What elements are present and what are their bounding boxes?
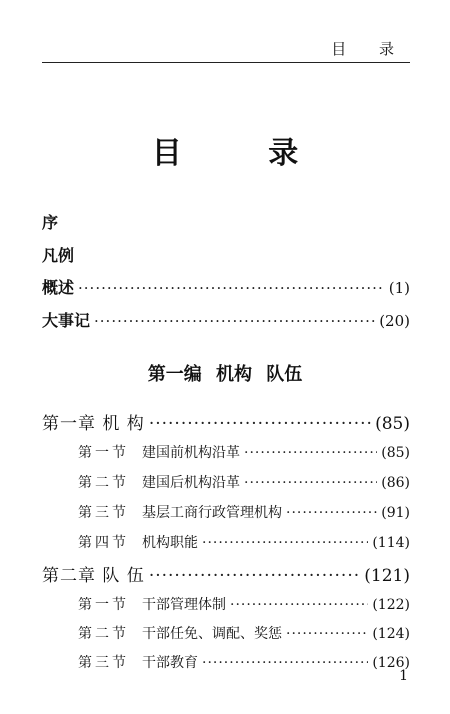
toc-page-number: (121)	[364, 566, 410, 586]
section-title: 基层工商行政管理机构	[142, 505, 282, 521]
section-title: 干部教育	[142, 655, 198, 671]
section-number: 第三节	[78, 655, 129, 671]
toc-section[interactable]	[78, 442, 410, 462]
toc-page-number: (86)	[381, 475, 410, 491]
toc-section[interactable]	[78, 594, 410, 614]
page-number: 1	[399, 668, 408, 684]
dot-leader	[78, 279, 385, 297]
toc-chapter-1[interactable]	[42, 409, 410, 434]
section-title: 建国后机构沿革	[142, 475, 240, 491]
part-heading: 第一编 机构 队伍	[147, 364, 303, 385]
running-head: 目 录	[331, 40, 408, 58]
toc-page-number: (122)	[372, 597, 410, 613]
toc-entry-overview[interactable]	[42, 275, 410, 298]
header-rule	[42, 62, 410, 63]
toc-page-number: (124)	[372, 626, 410, 642]
chapter-label: 第一章 机 构	[42, 414, 145, 434]
toc-entry-label: 序	[42, 213, 59, 232]
section-number: 第四节	[78, 535, 129, 551]
toc-entry-label: 大事记	[42, 311, 91, 330]
section-title: 机构职能	[142, 535, 198, 551]
section-number: 第三节	[78, 505, 129, 521]
dot-leader	[149, 414, 371, 434]
dot-leader	[286, 626, 368, 642]
toc-chapter-2[interactable]	[42, 561, 410, 586]
toc-entry-notes[interactable]	[42, 243, 410, 266]
toc-entry-label: 概述	[42, 278, 75, 297]
toc-page-number: (1)	[388, 279, 410, 297]
page-title: 目 录	[151, 136, 337, 171]
section-number: 第一节	[78, 597, 129, 613]
toc-section[interactable]	[78, 532, 410, 552]
toc-entry-preface[interactable]	[42, 210, 410, 233]
dot-leader	[244, 475, 377, 491]
toc-entry-label: 凡例	[42, 246, 75, 265]
dot-leader	[286, 505, 377, 521]
dot-leader	[244, 445, 377, 461]
section-title: 建国前机构沿革	[142, 445, 240, 461]
dot-leader	[230, 597, 368, 613]
section-number: 第二节	[78, 626, 129, 642]
toc-section[interactable]	[78, 652, 410, 672]
section-number: 第二节	[78, 475, 129, 491]
toc-section[interactable]	[78, 502, 410, 522]
dot-leader	[94, 312, 375, 330]
toc-page-number: (91)	[381, 505, 410, 521]
toc-page-number: (20)	[379, 312, 410, 330]
toc-section[interactable]	[78, 472, 410, 492]
toc-page-number: (126)	[372, 655, 410, 671]
dot-leader	[202, 535, 368, 551]
section-title: 干部任免、调配、奖惩	[142, 626, 282, 642]
toc-page-number: (114)	[372, 535, 410, 551]
toc-page-number: (85)	[375, 414, 410, 434]
toc-section[interactable]	[78, 623, 410, 643]
section-number: 第一节	[78, 445, 129, 461]
toc-page-number: (85)	[381, 445, 410, 461]
dot-leader	[149, 566, 360, 586]
dot-leader	[202, 655, 368, 671]
chapter-label: 第二章 队 伍	[42, 566, 145, 586]
toc-entry-chronicle[interactable]	[42, 308, 410, 331]
section-title: 干部管理体制	[142, 597, 226, 613]
